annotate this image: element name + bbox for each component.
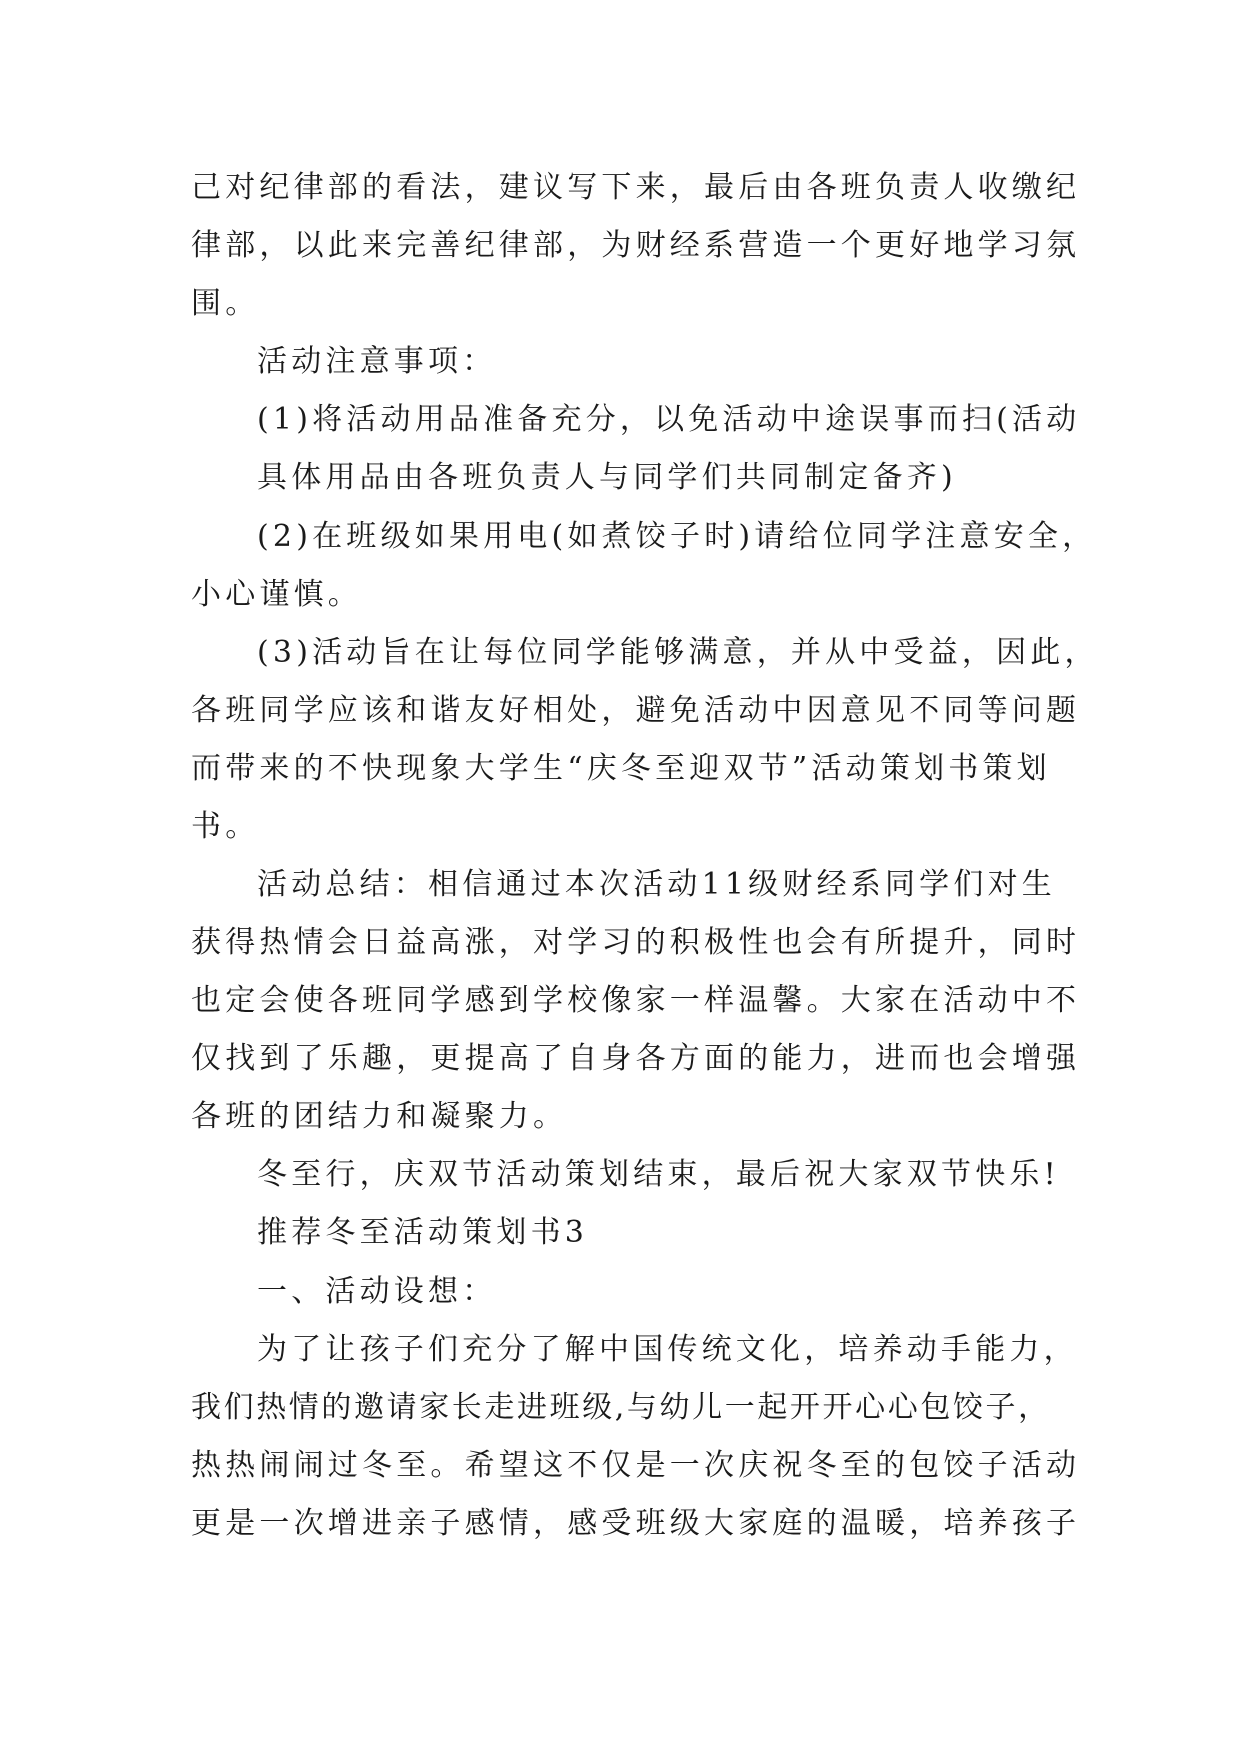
text-line: 各班同学应该和谐友好相处，避免活动中因意见不同等问题	[191, 693, 1081, 728]
section-heading: 推荐冬至活动策划书3	[257, 1215, 589, 1250]
text-line: 热热闹闹过冬至。希望这不仅是一次庆祝冬至的包饺子活动	[191, 1448, 1081, 1483]
text-line: 活动总结：相信通过本次活动11级财经系同学们对生	[257, 867, 1056, 902]
text-line: 各班的团结力和凝聚力。	[191, 1099, 568, 1134]
text-line: 仅找到了乐趣，更提高了自身各方面的能力，进而也会增强	[191, 1041, 1081, 1076]
text-line: 具体用品由各班负责人与同学们共同制定备齐)	[257, 460, 957, 495]
section-heading: 一、活动设想：	[257, 1274, 497, 1309]
text-line: (3)活动旨在让每位同学能够满意，并从中受益，因此，	[257, 635, 1099, 670]
text-line: 书。	[191, 809, 260, 844]
text-line: 为了让孩子们充分了解中国传统文化，培养动手能力，	[257, 1332, 1078, 1367]
text-line: 也定会使各班同学感到学校像家一样温馨。大家在活动中不	[191, 983, 1081, 1018]
text-line: 我们热情的邀请家长走进班级,与幼儿一起开开心心包饺子，	[191, 1390, 1051, 1425]
text-line: 小心谨慎。	[191, 577, 362, 612]
text-line: 更是一次增进亲子感情，感受班级大家庭的温暖，培养孩子	[191, 1506, 1081, 1541]
text-line: (1)将活动用品准备充分，以免活动中途误事而扫(活动	[257, 402, 1081, 437]
text-line: 而带来的不快现象大学生“庆冬至迎双节”活动策划书策划	[191, 751, 1051, 786]
text-line: 围。	[191, 286, 260, 321]
text-line: (2)在班级如果用电(如煮饺子时)请给位同学注意安全，	[257, 519, 1097, 554]
text-line: 获得热情会日益高涨，对学习的积极性也会有所提升，同时	[191, 925, 1081, 960]
text-line: 己对纪律部的看法，建议写下来，最后由各班负责人收缴纪	[191, 170, 1081, 205]
text-line: 律部，以此来完善纪律部，为财经系营造一个更好地学习氛	[191, 228, 1081, 263]
text-line: 冬至行，庆双节活动策划结束，最后祝大家双节快乐!	[257, 1157, 1060, 1192]
section-heading: 活动注意事项：	[257, 344, 497, 379]
